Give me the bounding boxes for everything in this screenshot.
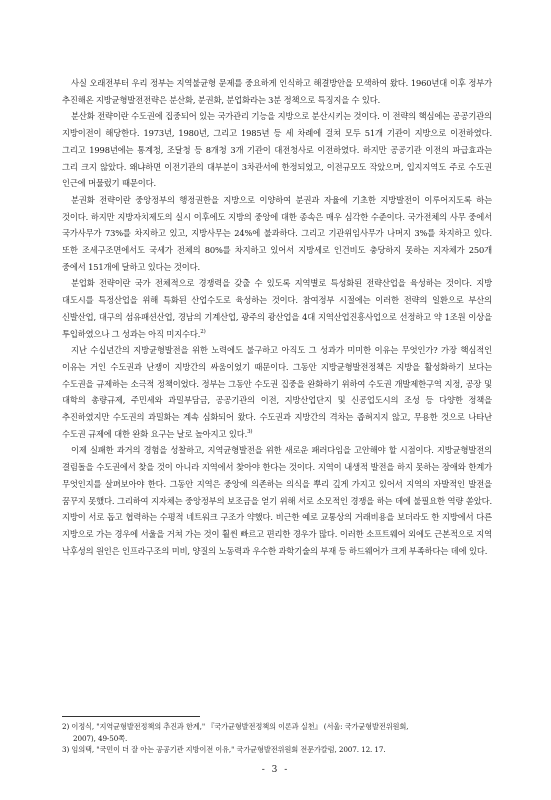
body-paragraph-2: 분산화 전략이란 수도권에 집중되어 있는 국가관리 기능을 지방으로 분산시키는 것이다. 이 전략의 핵심에는 공공기관의 지방이전이 해당한다. 1973년, 1980년, 그리고 1985년 등 세 차례에 걸쳐 모두 51개 기관이 지방으로 이전하였다. 그리고 1998년에는 통계청, 조달청 등 8개청 3개 기관이 대전청사로 이전하였다. 하지만 공공기관 이전의 파급효과는 그리 크지 않았다. 왜냐하면 이전기관의 대부분이 3차관서에 한정되었고, 이전규모도 작았으며, 입지지역도 주로 수도권 인근에 머물렀기 때문이다. xyxy=(62,111,492,189)
footnote-ref-2: 2) xyxy=(200,328,206,335)
footnotes xyxy=(62,721,492,756)
body-paragraph-5: 지난 수십년간의 지방균형발전을 위한 노력에도 불구하고 아직도 그 성과가 미미한 이유는 무엇인가? 가장 핵심적인 이유는 거인 수도권과 난쟁이 지방간의 싸움이었기 때문이다. 그동안 지방균형발전정책은 지방을 활성화하기 보다는 수도권을 규제하는 소극적 정책이었다. 정부는 그동안 수도권 집중을 완화하기 위하여 수도권 개발제한구역 지정, 공장 및 대학의 총량규제, 주민세와 과밀부담금, 공공기관의 이전, 지방산업단지 및 신공업도시의 조성 등 다양한 정책을 추진하였지만 수도권의 과밀화는 계속 심화되어 왔다. 수도권과 지방간의 격차는 좁혀지지 않고, 무용한 것으로 나타난 수도권 규제에 대한 완화 요구는 날로 높아지고 있다.$^{3)}$ xyxy=(62,345,492,439)
footnote-divider xyxy=(62,716,200,717)
footnote-2-line1: 2) 이정식, "지역균형발전정책의 추진과 한계," 『국가균형발전정책의 이론과 실천』 (서울: 국가균형발전위원회, xyxy=(62,722,409,731)
body-paragraph-1: 사실 오래전부터 우리 정부는 지역불균형 문제를 중요하게 인식하고 해결방안을 모색하여 왔다. 1960년대 이후 정부가 추진해온 지방균형발전전략은 분산화, 분권화, 분업화라는 3분 정책으로 특징지을 수 있다. xyxy=(62,78,492,105)
body-paragraph-6: 이제 실패한 과거의 경험을 성찰하고, 지역균형발전을 위한 새로운 패러다임을 고안해야 할 시점이다. 지방균형발전의 결림돌을 수도권에서 찾을 것이 아니라 지역에서 찾아야 한다는 것이다. 지역이 내생적 발전을 하지 못하는 장애와 한계가 무엇인지를 살펴보아야 한다. 그동안 지역은 중앙에 의존하는 의식을 뿌리 깊게 가지고 있어서 지역의 자발적인 발전을 꿈꾸지 못했다. 그리하여 지자체는 중앙정부의 보조금을 얻기 위해 서로 소모적인 경쟁을 하는 데에 불필요한 역량 쏟았다. 지방이 서로 돕고 협력하는 수평적 네트워크 구조가 약했다. 비근한 예로 교통상의 거래비용을 보더라도 한 지방에서 다른 지방으로 가는 경우에 서울을 거쳐 가는 것이 훨씬 빠르고 편리한 경우가 많다. 이러한 소프트웨어 외에도 근본적으로 지역 낙후성의 원인은 인프라구조의 미비, 양질의 노동력과 우수한 과학기술의 부재 등 하드웨어가 크게 부족하다는 데에 있다. xyxy=(62,445,492,556)
body-paragraph-4: 분업화 전략이란 국가 전체적으로 경쟁력을 갖출 수 있도록 지역별로 특성화된 전략산업을 육성하는 것이다. 지방 대도시를 특정산업을 위해 특화된 산업수도로 육성하는 것이다. 참여정부 시절에는 이러한 전략의 일환으로 부산의 신발산업, 대구의 섬유패션산업, 경남의 기계산업, 광주의 광산업을 4대 지역산업진흥사업으로 선정하고 약 1조원 이상을 투입하였으나 그 성과는 아직 미지수다.$^{2)}$ xyxy=(62,278,492,339)
page-number: - 3 - xyxy=(261,765,290,775)
footnote-3-line1: 3) 임의택, "국민이 더 잘 아는 공공기관 지방이전 이유," 국가균형발전위원회 전문가칼럼, 2007. 12. 17. xyxy=(62,745,386,754)
footnote-2-line2: 2007), 49-50쪽. xyxy=(73,733,128,743)
footnote-ref-3: 3) xyxy=(247,429,253,435)
document-body xyxy=(62,75,492,559)
body-paragraph-3: 분권화 전략이란 중앙정부의 행정권한을 지방으로 이양하여 분권과 자율에 기초한 지방발전이 이루어지도록 하는 것이다. 하지만 지방자치제도의 실시 이후에도 지방의 중앙에 대한 종속은 매우 심각한 수준이다. 국가전체의 사무 중에서 국가사무가 73%를 차지하고 있고, 지방사무는 24%에 불과하다. 그리고 기관위임사무가 나머지 3%를 차지하고 있다. 또한 조세구조면에서도 국세가 전체의 80%를 차지하고 있어서 지방세로 인건비도 충당하지 못하는 지자체가 250개 중에서 151개에 달하고 있다는 것이다. xyxy=(62,194,492,272)
